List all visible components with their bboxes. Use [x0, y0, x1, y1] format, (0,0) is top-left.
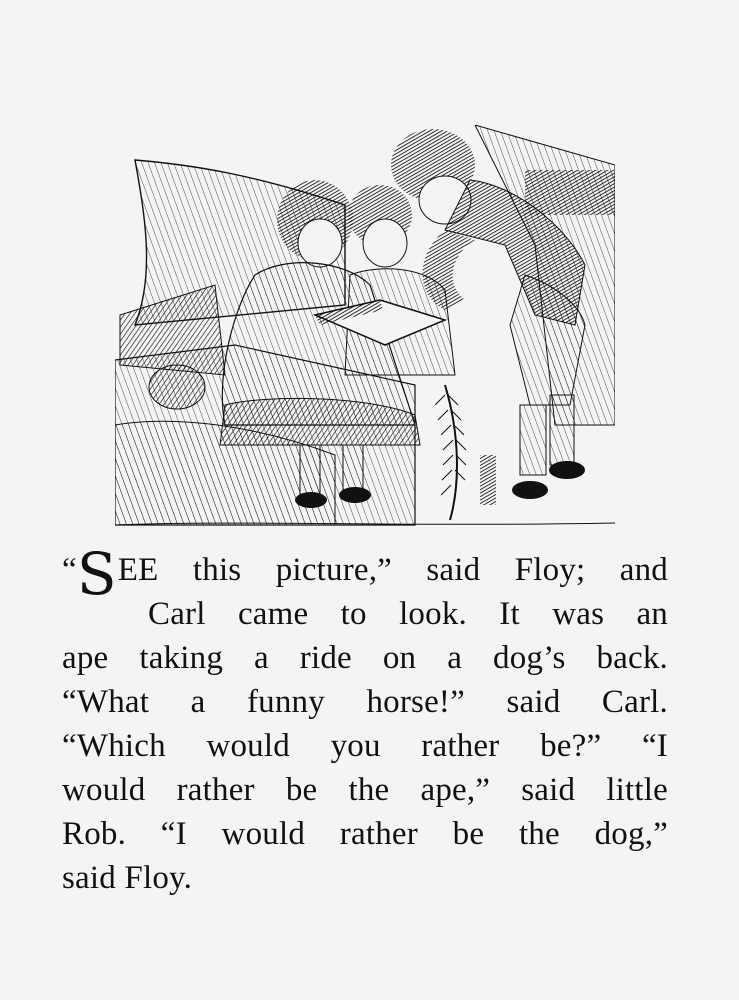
story-text	[62, 540, 668, 900]
story-line-7: Rob. “I would rather be the dog,”	[62, 816, 668, 852]
drop-cap-letter: S	[76, 540, 117, 608]
story-line-1	[62, 540, 668, 608]
story-line-3: ape taking a ride on a dog’s back.	[62, 640, 668, 676]
story-line-6: would rather be the ape,” said little	[62, 772, 668, 808]
open-quote: “	[62, 552, 77, 588]
story-line-1-text: EE this picture,” said Floy; and	[117, 552, 668, 588]
story-line-4: “What a funny horse!” said Carl.	[62, 684, 668, 720]
engraving-children-reading-icon	[115, 125, 615, 535]
story-line-5: “Which would you rather be?” “I	[62, 728, 668, 764]
story-line-2: Carl came to look. It was an	[148, 596, 668, 632]
story-line-8: said Floy.	[62, 860, 193, 896]
